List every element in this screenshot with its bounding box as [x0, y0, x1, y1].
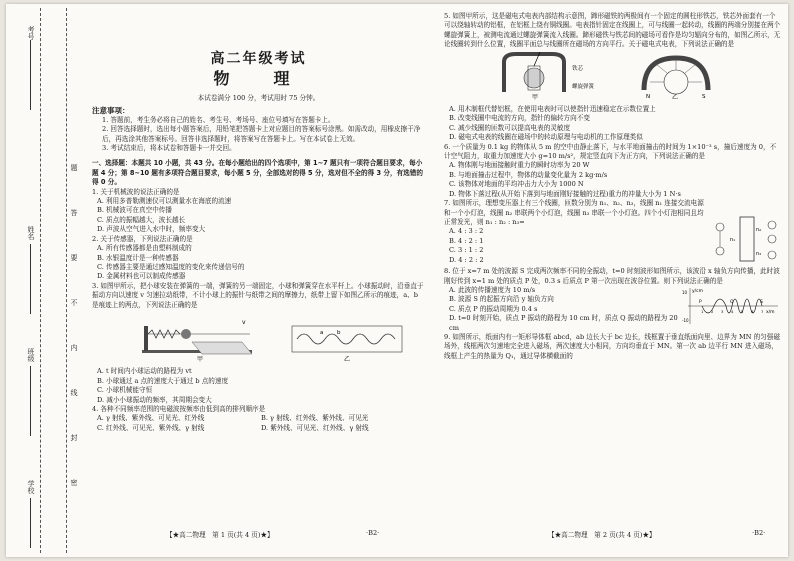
q7-core — [740, 217, 754, 261]
q8-tick-x: 7 — [761, 308, 764, 314]
q5-mark-n: N — [646, 93, 651, 100]
q3-option: C. 小球机械能守恒 — [97, 386, 153, 395]
q8-point-s: S — [760, 299, 763, 305]
q5-radial-core — [664, 70, 688, 94]
seal-char: 内 — [70, 344, 78, 351]
q5-diagram — [444, 52, 774, 100]
q7-stem: 7. 如图所示，理想变压器上有三个线圈，匝数分别为 n₁、n₂、n₃，线圈 n₁ 连接交流电源和一个小灯泡，线圈 n₂ 串联两个小灯泡，线圈 n₃ 串联一个小灯泡。四个小灯泡相同且均正常发光，则 n₁ : n₂ : n₃= — [444, 199, 704, 226]
seal-char: 密 — [70, 479, 78, 486]
q6-option: D. 物体下落过程(从开始下落到与地面刚好接触的过程)重力的冲量大小为 1 N·s — [449, 189, 681, 198]
q1-option: B. 机械波可在真空中传播 — [97, 206, 172, 215]
q2-option: D. 金属材料也可以制成传感器 — [97, 272, 186, 281]
q7-text — [444, 199, 710, 267]
q7-transformer-diagram — [710, 211, 782, 267]
q3-stem: 3. 如图甲所示，把小球安装在弹簧的一端，弹簧的另一端固定，小球和弹簧穿在水平杆上。小球振动时，沿垂直于振动方向以速度 v 匀速拉动纸带，不计小球上的振针与纸带之间的摩擦力，纸带上留下如图乙所示的痕迹，a、b 是痕迹上的两点，下列说法正确的是 — [92, 281, 424, 309]
q9-stem: 9. 如图所示，纸面内有一矩形导体框 abcd，ab 边长大于 bc 边长，线框置于垂直纸面向里、边界为 MN 的匀强磁场外，线框两次匀速地完全进入磁场，两次速度大小相同，方向均垂直于 MN。第一次 ab 边平行 MN 进入磁场，线框上产生的热量为 Q₁，通过导体横截面的 — [444, 332, 780, 360]
seal-char: 线 — [70, 389, 78, 396]
q8-tick-x: 2 — [711, 308, 714, 314]
notes-heading: 注意事项： — [92, 106, 130, 116]
q3-fig-label-a: 甲 — [197, 355, 204, 362]
q5-figure — [444, 52, 782, 103]
seal-char: 题 — [70, 164, 78, 171]
section-1-heading: 一、选择题：本题共 10 小题，共 43 分。在每小题给出的四个选项中，第 1~7 题只有一项符合题目要求，每小题 4 分；第 8~10 题有多项符合题目要求，每小题 5 分，全部选对的得 5 分，选对但不全的得 3 分，有选错的得 0 分。 — [92, 159, 423, 187]
school-label: 学校 — [27, 480, 35, 494]
page-2-footer: 【★高二物理 第 2 页(共 4 页)★】 — [548, 531, 656, 539]
q3-mark-v: v — [242, 318, 246, 326]
exam-subject: 物 理 — [213, 69, 304, 88]
q3-option: A. t 时间内小球运动的路程为 vt — [97, 367, 192, 376]
q7-mark-n1: n₁ — [730, 237, 736, 244]
q8-tick-10: 10 — [682, 289, 688, 295]
q6-option: B. 与地面撞击过程中，物体的动量变化量为 2 kg·m/s — [449, 170, 608, 179]
q3-option: D. 减小小球振动的频率，其周期会变大 — [97, 395, 212, 404]
q3-paper-tape — [192, 342, 252, 354]
q3-ball — [181, 329, 191, 339]
exam-title: 高二年级考试 — [210, 51, 307, 67]
q8-tick-x: 4 — [731, 308, 734, 314]
page-1-code: ·B2· — [366, 529, 380, 537]
q5-option: C. 减少线圈的匝数可以提高电表的灵敏度 — [449, 123, 571, 132]
q8-option: D. t=0 时刻开始，质点 P 振动的路程为 10 cm 时，质点 Q 振动的路程为 20 cm — [449, 314, 678, 332]
q3-fig-label-b: 乙 — [344, 355, 351, 362]
q7-option: D. 4 : 2 : 2 — [449, 255, 484, 264]
seal-char: 封 — [70, 434, 78, 441]
q8-option: B. 波源 S 的起振方向沿 y 轴负方向 — [449, 295, 554, 304]
q8-stem: 8. 位于 x=7 m 处的波源 S 完成两次频率不同的全振动，t=0 时刻波形如图所示，该波沿 x 轴负方向传播，此时波刚好传到 x=1 m 处的质点 P 处，0.3 s 后质点 P 第一次出现在波谷位置。则下列说法正确的是 — [444, 267, 780, 285]
q8-x-label: x/m — [766, 309, 775, 315]
q5-option: A. 用木制框代替铝框，在使用电表时可以使指针迅速稳定在示数位置上 — [449, 105, 656, 114]
q4-options-row — [92, 414, 425, 423]
seal-char: 答 — [70, 209, 78, 216]
q4-option: A. γ 射线、紫外线、可见光、红外线 — [97, 414, 205, 423]
q3-mark-a: a — [320, 329, 324, 336]
q7-bulb — [768, 221, 776, 229]
seal-dashed-line — [40, 8, 41, 553]
note-item: 2. 回答选择题时，选出每小题答案后，用铅笔把答题卡上对应题目的答案标号涂黑。如需改动，用橡皮擦干净后，再选涂其他答案标号。回答非选择题时，将答案写在答题卡上。写在本试卷上无效。 — [102, 125, 421, 143]
note-item: 3. 考试结束后，将本试卷和答题卡一并交回。 — [102, 144, 236, 153]
class-label: 班级 — [27, 348, 35, 362]
q8-y-label: y/cm — [692, 288, 704, 294]
q8-option: C. 质点 P 的振动周期为 0.4 s — [449, 304, 538, 313]
q7-bulb — [716, 223, 724, 231]
q3-trace — [297, 334, 395, 344]
seal-char: 不 — [70, 299, 78, 306]
q7-bulb — [768, 251, 776, 259]
q2-option: B. 水银温度计是一种传感器 — [97, 253, 179, 262]
q7-mark-n2: n₂ — [756, 227, 762, 234]
seal-dashed-line-inner — [66, 8, 67, 553]
q3-diagram — [92, 312, 422, 362]
exam-info: 本试卷满分 100 分，考试用时 75 分钟。 — [197, 94, 320, 102]
q7-option: B. 4 : 2 : 1 — [449, 236, 484, 245]
seal-char: 要 — [70, 254, 78, 261]
q1-option: A. 利用多普勒测速仪可以测量水在海底的流速 — [97, 197, 232, 206]
q8-wave-graph — [682, 286, 782, 326]
q7-ac-source — [716, 247, 724, 255]
q4-option: C. 红外线、可见光、紫外线、γ 射线 — [97, 423, 205, 432]
q6-option: C. 该物体对地面的平均冲击力大小为 1000 N — [449, 180, 584, 189]
q8-block — [444, 286, 782, 333]
q2-option: A. 所有传感器都是由塑料制成的 — [97, 244, 192, 253]
q8-option: A. 此波的传播速度为 10 m/s — [449, 285, 536, 294]
q5-stem: 5. 如图甲所示，这是磁电式电表内部结构示意图，蹄形磁铁的两极间有一个固定的圆柱形铁芯，铁芯外面套有一个可以绕轴转动的铝框，在铝框上绕有铜线圈。电表指针固定在线圈上，可与线圈一起转动，线圈的两端分别接在两个螺旋弹簧上，被测电流通过螺旋弹簧流入线圈。蹄形磁铁与铁芯间的磁场可看作是均匀辐向分布的，如图乙所示，无论线圈转到什么位置，线圈平面总与线圈所在磁场的方向平行。关于磁电式电表，下列说法正确的是 — [444, 12, 781, 49]
q3-wall — [144, 326, 148, 351]
q3-mark-b: b — [337, 329, 341, 336]
q1-stem: 1. 关于机械波的说法正确的是 — [92, 187, 180, 196]
school-blank — [30, 498, 31, 548]
note-item: 1. 答题前，考生务必将自己的姓名、考生号、考场号、座位号填写在答题卡上。 — [102, 115, 335, 124]
q8-options — [444, 286, 682, 333]
q5-fig-label-b: 乙 — [672, 93, 679, 100]
q1-option: C. 质点的振幅越大，波长越长 — [97, 215, 186, 224]
q8-tick-neg10: -10 — [682, 317, 689, 323]
q4-stem: 4. 各种不同频率范围的电磁波按频率由低到高的排列顺序是 — [92, 404, 266, 413]
q5-mark-core: 铁芯 — [572, 65, 584, 72]
q5-mark-spring: 螺旋弹簧 — [572, 83, 595, 90]
name-blank — [30, 244, 31, 314]
q5-option: D. 磁电式电表的线圈在磁场中的转动原理与电动机的工作原理类似 — [449, 133, 643, 142]
page-2-column — [444, 12, 782, 361]
class-blank — [30, 366, 31, 436]
page-1-column — [92, 12, 425, 433]
q7-block — [444, 199, 782, 267]
q4-option: D. 紫外线、可见光、红外线、γ 射线 — [261, 423, 369, 432]
q2-stem: 2. 关于传感器，下列说法正确的是 — [92, 234, 193, 243]
q3-figure — [92, 312, 425, 365]
q4-options-row — [92, 424, 425, 433]
q5-iron-core — [524, 68, 544, 88]
exam-number-label: 考号 — [27, 26, 35, 40]
q8-tick-x: 1 — [701, 308, 704, 314]
page-2-code: ·B2· — [752, 529, 766, 537]
q8-point-p: P — [699, 299, 702, 305]
q8-tick-x: 5 — [741, 308, 744, 314]
q4-option: B. γ 射线、红外线、紫外线、可见光 — [261, 414, 369, 423]
page-1-footer: 【★高二物理 第 1 页(共 4 页)★】 — [166, 531, 274, 539]
exam-page — [6, 4, 788, 557]
q6-stem: 6. 一个质量为 0.1 kg 的物体从 5 m 的空中由静止落下，与水平地面撞击的时间为 1×10⁻³ s，撞后速度为 0，不计空气阻力，取重力加速度大小 g=10 m/s²，规定竖直向下为正方向，下列说法正确的是 — [444, 142, 777, 161]
q7-mark-n3: n₃ — [756, 251, 762, 258]
q8-point-q: Q — [730, 299, 734, 305]
q8-tick-x: 6 — [751, 308, 754, 314]
q3-option: B. 小球通过 a 点的速度大于通过 b 点的速度 — [97, 376, 229, 385]
q6-option: A. 物体刚与地面接触时重力的瞬时功率为 20 W — [449, 161, 590, 170]
binding-strip — [6, 4, 84, 557]
name-label: 姓名 — [27, 226, 35, 240]
q7-option: C. 3 : 1 : 2 — [449, 246, 484, 255]
q5-mark-s: S — [702, 93, 706, 100]
q3-tape-frame — [292, 326, 402, 352]
q5-fig-label-a: 甲 — [532, 93, 539, 100]
q7-option: A. 4 : 3 : 2 — [449, 227, 484, 236]
q1-option: D. 声波从空气进入水中时，频率变大 — [97, 225, 206, 234]
q2-option: C. 传感器主要是通过感知温度的变化来传递信号的 — [97, 262, 245, 271]
q7-bulb — [768, 235, 776, 243]
exam-number-blank — [30, 40, 31, 110]
q8-tick-x: 3 — [721, 308, 724, 314]
q5-option: B. 改变线圈中电流的方向，指针的偏转方向不变 — [449, 114, 590, 123]
